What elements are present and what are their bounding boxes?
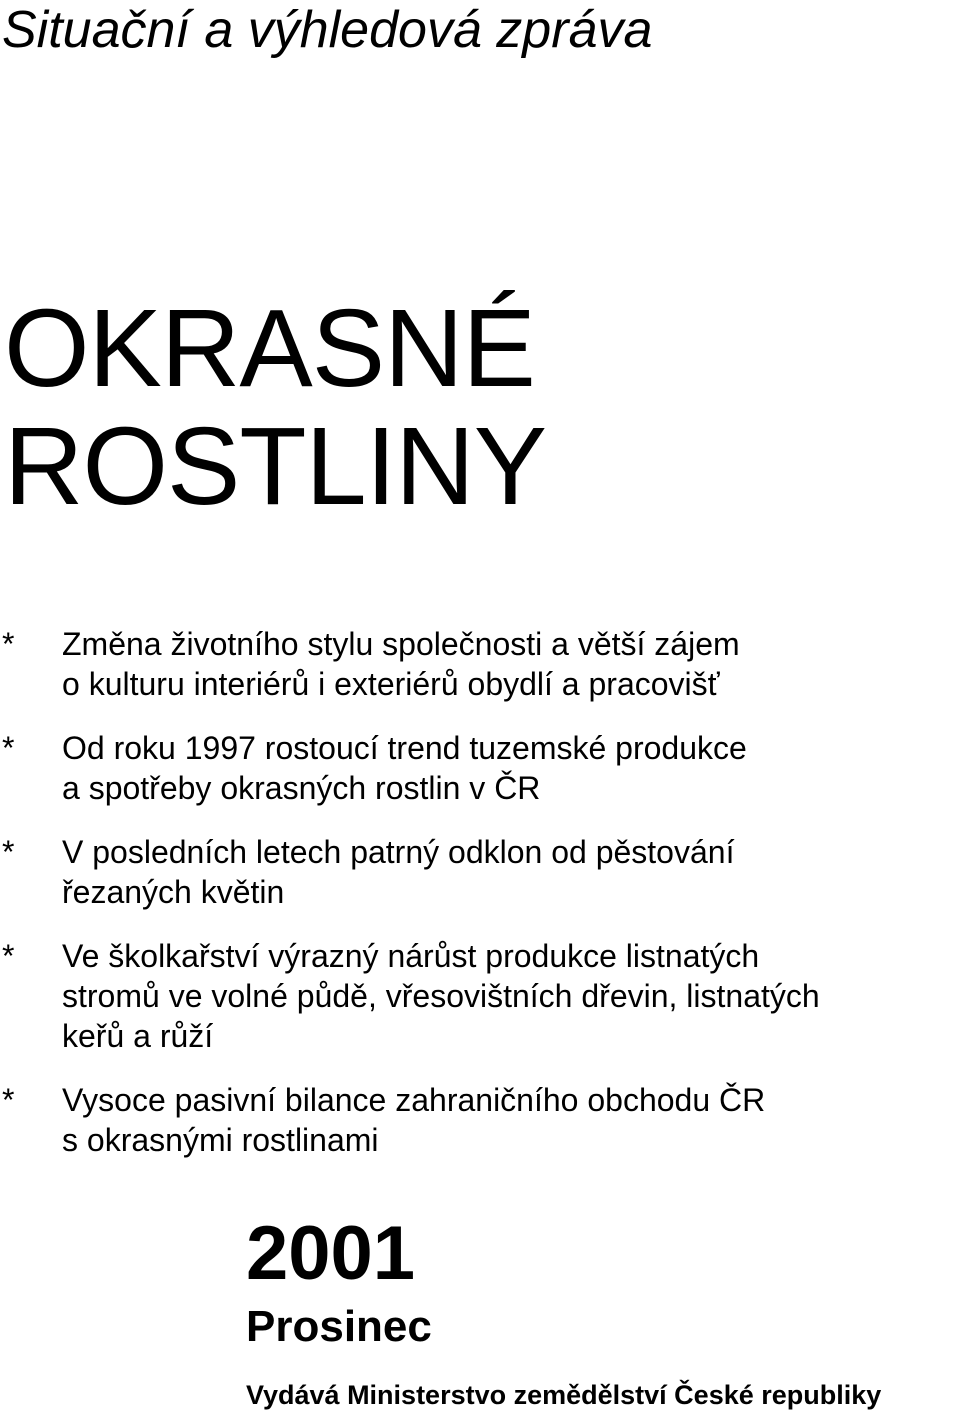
document-title-line-1: OKRASNÉ: [4, 287, 535, 410]
bullet-text-line: o kulturu interiérů i exteriérů obydlí a pracovišť: [62, 666, 720, 702]
report-series-title: Situační a výhledová zpráva: [2, 1, 653, 59]
bullet-marker: *: [2, 938, 15, 974]
bullet-text-line: a spotřeby okrasných rostlin v ČR: [62, 770, 541, 806]
bullet-text-line: Vysoce pasivní bilance zahraničního obchodu ČR: [62, 1082, 766, 1118]
bullet-marker: *: [2, 1082, 15, 1118]
document-title-line-2: ROSTLINY: [4, 405, 547, 528]
bullet-text-line: stromů ve volné půdě, vřesovištních dřevin, listnatých: [62, 978, 820, 1014]
bullet-text: [62, 624, 960, 704]
bullet-text: [62, 1080, 960, 1160]
bullet-marker: *: [2, 730, 15, 766]
bullet-text: [62, 832, 960, 912]
publication-year: 2001: [246, 1211, 416, 1296]
bullet-text-line: Ve školkařství výrazný nárůst produkce listnatých: [62, 938, 760, 974]
bullet-text-line: řezaných květin: [62, 874, 285, 910]
publication-month: Prosinec: [246, 1302, 432, 1351]
bullet-text-line: Změna životního stylu společnosti a větší zájem: [62, 626, 740, 662]
bullet-marker: *: [2, 626, 15, 662]
bullet-text-line: keřů a růží: [62, 1018, 214, 1054]
publisher-line: Vydává Ministerstvo zemědělství České republiky: [246, 1380, 882, 1410]
bullet-text-line: s okrasnými rostlinami: [62, 1122, 379, 1158]
bullet-text-line: Od roku 1997 rostoucí trend tuzemské produkce: [62, 730, 747, 766]
bullet-text-line: V posledních letech patrný odklon od pěstování: [62, 834, 735, 870]
bullet-marker: *: [2, 834, 15, 870]
bullet-text: [62, 728, 960, 808]
document-title: [4, 287, 547, 528]
bullet-text: [62, 936, 960, 1056]
